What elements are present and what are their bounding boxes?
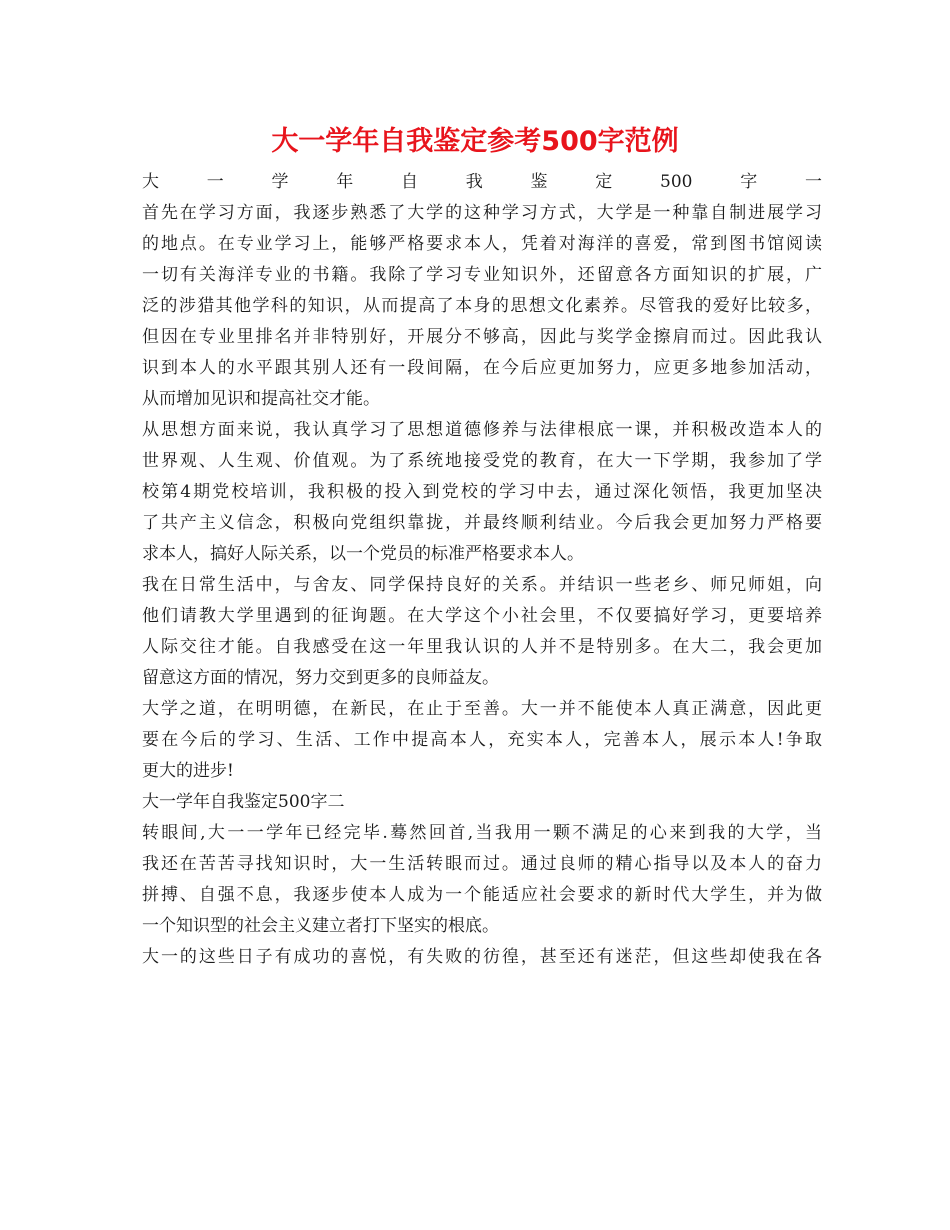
text-line: 转眼间,大一一学年已经完毕.蓦然回首,当我用一颗不满足的心来到我的大学，当 — [142, 823, 822, 843]
document-title: 大一学年自我鉴定参考500字范例 — [271, 126, 679, 157]
text-line: 从而增加见识和提高社交才能。 — [142, 389, 380, 409]
text-line: 大一的这些日子有成功的喜悦，有失败的彷徨，甚至还有迷茫，但这些却使我在各 — [142, 947, 822, 967]
text-line: 大一学年自我鉴定500字一 — [142, 172, 822, 192]
text-line: 了共产主义信念，积极向党组织靠拢，并最终顺利结业。今后我会更加努力严格要 — [142, 513, 822, 533]
text-line: 从思想方面来说，我认真学习了思想道德修养与法律根底一课，并积极改造本人的 — [142, 420, 822, 440]
text-line: 留意这方面的情况，努力交到更多的良师益友。 — [142, 668, 499, 688]
text-line: 他们请教大学里遇到的征询题。在大学这个小社会里，不仅要搞好学习，更要培养 — [142, 606, 822, 626]
text-line: 世界观、人生观、价值观。为了系统地接受党的教育，在大一下学期，我参加了学 — [142, 451, 822, 471]
text-line: 拼搏、自强不息，我逐步使本人成为一个能适应社会要求的新时代大学生，并为做 — [142, 885, 822, 905]
text-line: 要在今后的学习、生活、工作中提高本人，充实本人，完善本人，展示本人!争取 — [142, 730, 822, 750]
text-line: 大一学年自我鉴定500字二 — [142, 792, 345, 812]
text-line: 我在日常生活中，与舍友、同学保持良好的关系。并结识一些老乡、师兄师姐，向 — [142, 575, 822, 595]
text-line: 求本人，搞好人际关系，以一个党员的标准严格要求本人。 — [142, 544, 584, 564]
text-line: 我还在苦苦寻找知识时，大一生活转眼而过。通过良师的精心指导以及本人的奋力 — [142, 854, 822, 874]
text-line: 的地点。在专业学习上，能够严格要求本人，凭着对海洋的喜爱，常到图书馆阅读 — [142, 234, 822, 254]
document-body — [142, 167, 822, 973]
text-line: 一切有关海洋专业的书籍。我除了学习专业知识外，还留意各方面知识的扩展，广 — [142, 265, 822, 285]
text-line: 更大的进步! — [142, 761, 234, 781]
text-line: 但因在专业里排名并非特别好，开展分不够高，因此与奖学金擦肩而过。因此我认 — [142, 327, 822, 347]
text-line: 泛的涉猎其他学科的知识，从而提高了本身的思想文化素养。尽管我的爱好比较多， — [142, 296, 822, 316]
text-line: 人际交往才能。自我感受在这一年里我认识的人并不是特别多。在大二，我会更加 — [142, 637, 822, 657]
text-line: 校第4期党校培训，我积极的投入到党校的学习中去，通过深化领悟，我更加坚决 — [142, 482, 822, 502]
text-line: 识到本人的水平跟其别人还有一段间隔，在今后应更加努力，应更多地参加活动， — [142, 358, 822, 378]
text-line: 一个知识型的社会主义建立者打下坚实的根底。 — [142, 916, 499, 936]
text-line: 大学之道，在明明德，在新民，在止于至善。大一并不能使本人真正满意，因此更 — [142, 699, 822, 719]
text-line: 首先在学习方面，我逐步熟悉了大学的这种学习方式，大学是一种靠自制进展学习 — [142, 203, 822, 223]
